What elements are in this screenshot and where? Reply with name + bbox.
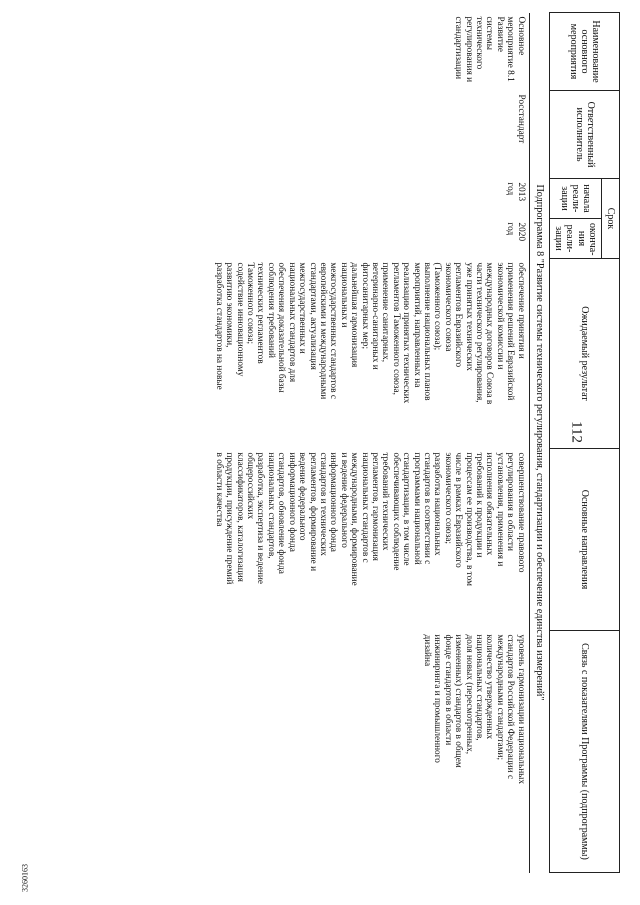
text-line: национальных и bbox=[338, 262, 349, 328]
header-responsible: Ответственный исполнитель bbox=[550, 91, 620, 179]
text-line: национальных стандартов, bbox=[265, 452, 276, 559]
text-line: разработка стандартов на новые bbox=[213, 262, 224, 390]
text-line: стандартов, обновление фонда bbox=[276, 452, 287, 574]
text-line: продукции, присуждение премий bbox=[224, 452, 235, 585]
text-line: дизайна bbox=[421, 634, 432, 667]
indicator-link-cell bbox=[210, 631, 529, 873]
text-line: ведение федерального bbox=[297, 452, 308, 541]
start-year-cell: 2013 год bbox=[505, 182, 526, 202]
text-line: экономической комиссии и bbox=[494, 262, 505, 370]
document-code: 3260163 bbox=[20, 864, 30, 892]
text-line: межгосударственных стандартов с bbox=[328, 262, 339, 400]
text-line: уже принятых технических bbox=[463, 262, 474, 371]
text-line: процессам ее производства, в том bbox=[463, 452, 474, 586]
responsible-cell: Росстандарт bbox=[515, 94, 526, 144]
text-line: межгосударственных и bbox=[297, 262, 308, 354]
text-line: числе в рамках Евразийского bbox=[453, 452, 464, 568]
text-line: международными, формирование bbox=[349, 452, 360, 586]
text-line: ветеринарно-санитарных и bbox=[369, 262, 380, 370]
text-line: национальных стандартов, bbox=[474, 634, 485, 741]
text-line: национальных стандартов для bbox=[286, 262, 297, 383]
text-line: установления, применения и bbox=[494, 452, 505, 567]
header-main-directions: Основные направления bbox=[550, 449, 620, 631]
text-line: экономического союза; bbox=[442, 452, 453, 544]
text-line: соблюдения требований bbox=[265, 262, 276, 358]
page-number: 112 bbox=[568, 421, 585, 443]
text-line: регламентов, формирование и bbox=[307, 452, 318, 572]
text-line: уровень гармонизации национальных bbox=[515, 634, 526, 785]
text-line: стандартов в соответствии с bbox=[421, 452, 432, 565]
text-line: разработка, экспертиза и ведение bbox=[255, 452, 266, 584]
text-line: развитию экономики, bbox=[224, 262, 235, 348]
text-line: стандартов и технических bbox=[317, 452, 328, 556]
end-year-cell: 2020 год bbox=[505, 222, 526, 242]
text-line: европейскими и международными bbox=[317, 262, 328, 400]
header-term-start: начала реали-зации bbox=[550, 179, 602, 219]
text-line: дальнейшая гармонизация bbox=[349, 262, 360, 368]
header-term: Срок bbox=[601, 179, 619, 259]
text-line: стандартов Российской Федерации с bbox=[505, 634, 516, 780]
text-line: стандартами, актуализация bbox=[307, 262, 318, 370]
subprogram-title: Подпрограмма 8 "Развитие системы технического регулирования, стандартизации и обеспечение единства измерений" bbox=[529, 13, 549, 873]
activity-name-cell: Основное мероприятие 8.1 Развитие системы технического регулирования и стандартизации bbox=[453, 16, 526, 83]
text-line: (Таможенного союза); bbox=[432, 262, 443, 351]
text-line: требований технических bbox=[380, 452, 391, 551]
activities-table bbox=[210, 12, 620, 873]
text-line: измененных) стандартов в общем bbox=[453, 634, 464, 768]
main-directions-cell bbox=[210, 449, 529, 631]
text-line: регулирования в области bbox=[505, 452, 516, 551]
text-line: инжиниринга и промышленного bbox=[432, 634, 443, 763]
text-line: реализацию принятых технических bbox=[401, 262, 412, 404]
expected-result-cell bbox=[210, 259, 529, 449]
text-line: разработка национальных bbox=[432, 452, 443, 556]
header-activity-name: Наименование основного мероприятия bbox=[550, 13, 620, 91]
text-line: фитосанитарных мер; bbox=[359, 262, 370, 350]
table-row bbox=[210, 13, 529, 873]
header-term-end: оконча-ния реали-зации bbox=[550, 219, 602, 259]
header-indicator-link: Связь с показателями Программы (подпрограммы) bbox=[550, 631, 620, 873]
text-line: исполнения обязательных bbox=[484, 452, 495, 556]
text-line: обеспечение принятия и bbox=[515, 262, 526, 359]
text-line: международных договоров Союза в bbox=[484, 262, 495, 405]
text-line: программами национальной bbox=[411, 452, 422, 565]
text-line: информационного фонда bbox=[328, 452, 339, 552]
rotated-sheet bbox=[40, 12, 620, 892]
text-line: обеспечения доказательной базы bbox=[276, 262, 287, 393]
text-line: регламентов Таможенного союза, bbox=[390, 262, 401, 395]
text-line: регламентов, гармонизация bbox=[369, 452, 380, 561]
text-line: части технического регулирования, bbox=[474, 262, 485, 403]
text-line: содействие инновационному bbox=[234, 262, 245, 377]
text-line: национальных стандартов с bbox=[359, 452, 370, 563]
text-line: общероссийских bbox=[245, 452, 256, 520]
text-line: обеспечивающих соблюдение bbox=[390, 452, 401, 571]
text-line: выполнение национальных планов bbox=[421, 262, 432, 401]
text-line: мероприятий, направленных на bbox=[411, 262, 422, 388]
text-line: технических регламентов bbox=[255, 262, 266, 364]
text-line: Таможенного союза; bbox=[245, 262, 256, 345]
text-line: и ведение федерального bbox=[338, 452, 349, 548]
text-line: доля новых (пересмотренных, bbox=[463, 634, 474, 755]
text-line: стандартизации, в том числе bbox=[401, 452, 412, 566]
text-line: экономического союза bbox=[442, 262, 453, 352]
text-line: требований к продукции и bbox=[474, 452, 485, 558]
text-line: в области качества bbox=[213, 452, 224, 527]
text-line: информационного фонда bbox=[286, 452, 297, 552]
text-line: международными стандартами; bbox=[494, 634, 505, 761]
text-line: применение санитарных, bbox=[380, 262, 391, 363]
text-line: количество утвержденных bbox=[484, 634, 495, 740]
text-line: фонде стандартов в области bbox=[442, 634, 453, 746]
text-line: классификаторов, каталогизация bbox=[234, 452, 245, 582]
text-line: регламентов Евразийского bbox=[453, 262, 464, 368]
header-expected-result: Ожидаемый результат bbox=[550, 259, 620, 449]
text-line: применения решений Евразийской bbox=[505, 262, 516, 401]
text-line: совершенствование правового bbox=[515, 452, 526, 573]
